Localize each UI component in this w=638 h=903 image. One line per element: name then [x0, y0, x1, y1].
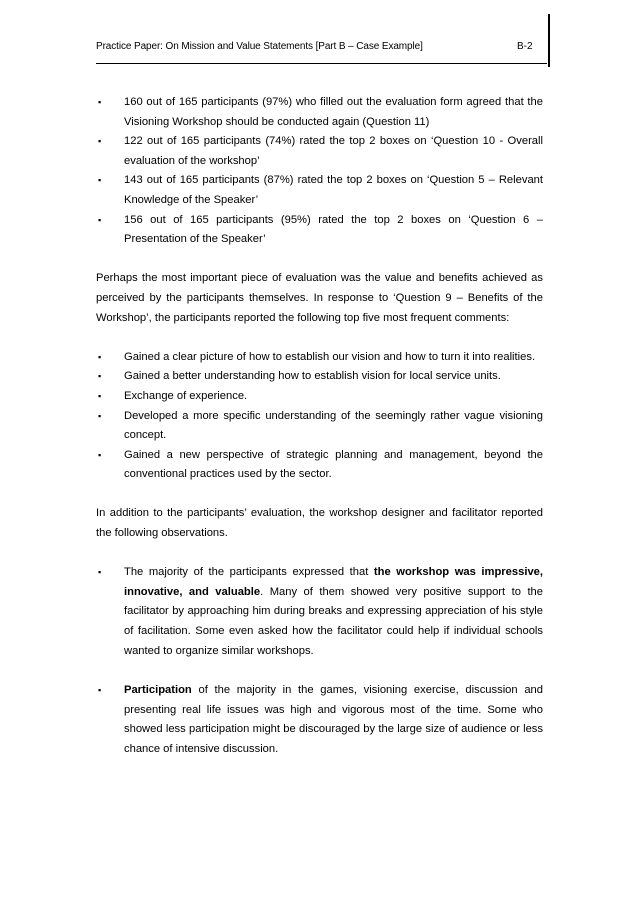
- bullet-icon: ▪: [98, 567, 102, 578]
- list-item: ▪ Developed a more specific understanding of the seemingly rather vague visioning concept.: [96, 407, 543, 446]
- observations-list: [96, 563, 543, 759]
- bullet-icon: ▪: [98, 410, 102, 421]
- emphasis-text: the workshop was impressive, innovative, and valuable: [124, 566, 543, 598]
- header-rule: [96, 63, 547, 64]
- bullet-icon: ▪: [98, 175, 102, 186]
- statistics-list: [96, 93, 543, 250]
- list-item: ▪ 156 out of 165 participants (95%) rated the top 2 boxes on ‘Question 6 – Presentation of the Speaker’: [96, 211, 543, 250]
- benefits-list: [96, 348, 543, 485]
- bullet-icon: ▪: [98, 214, 102, 225]
- bullet-icon: ▪: [98, 136, 102, 147]
- page-number: B-2: [517, 41, 533, 52]
- emphasis-text: Participation: [124, 684, 192, 697]
- list-item: ▪ Gained a better understanding how to establish vision for local service units.: [96, 367, 543, 387]
- observations-paragraph: In addition to the participants’ evaluation, the workshop designer and facilitator reported the following observations.: [96, 507, 543, 540]
- bullet-icon: ▪: [98, 685, 102, 696]
- bullet-icon: ▪: [98, 97, 102, 107]
- bullet-icon: ▪: [98, 390, 102, 401]
- list-item: ▪ The majority of the participants expressed that the workshop was impressive, innovative, and valuable. Many of them showed very positive support to the facilitator by approaching him during breaks and expressing appreciation of his style of facilitation. Some even asked how the facilitator could help if individual schools wanted to organize similar workshops.: [96, 563, 543, 661]
- list-item: ▪ 160 out of 165 participants (97%) who filled out the evaluation form agreed that the Visioning Workshop should be conducted again (Question 11): [96, 93, 543, 132]
- header-vertical-rule: [548, 14, 550, 67]
- body-content: [96, 93, 543, 780]
- benefits-paragraph: Perhaps the most important piece of evaluation was the value and benefits achieved as perceived by the participants themselves. In response to ‘Question 9 – Benefits of the Workshop’, the participants reported the following top five most frequent comments:: [96, 272, 543, 324]
- list-item: ▪ 122 out of 165 participants (74%) rated the top 2 boxes on ‘Question 10 - Overall evaluation of the workshop’: [96, 132, 543, 171]
- list-item: ▪ 143 out of 165 participants (87%) rated the top 2 boxes on ‘Question 5 – Relevant Knowledge of the Speaker’: [96, 171, 543, 210]
- list-item: ▪ Exchange of experience.: [96, 387, 543, 407]
- bullet-icon: ▪: [98, 351, 102, 362]
- list-item: ▪ Participation of the majority in the games, visioning exercise, discussion and presenting real life issues was high and vigorous most of the time. Some who showed less participation might be discouraged by the large size of audience or less chance of intensive discussion.: [96, 681, 543, 759]
- header-title: Practice Paper: On Mission and Value Statements [Part B – Case Example]: [96, 41, 423, 52]
- bullet-icon: ▪: [98, 449, 102, 460]
- list-item: ▪ Gained a new perspective of strategic planning and management, beyond the conventional practices used by the sector.: [96, 446, 543, 485]
- list-item: ▪ Gained a clear picture of how to establish our vision and how to turn it into realities.: [96, 348, 543, 368]
- bullet-icon: ▪: [98, 371, 102, 382]
